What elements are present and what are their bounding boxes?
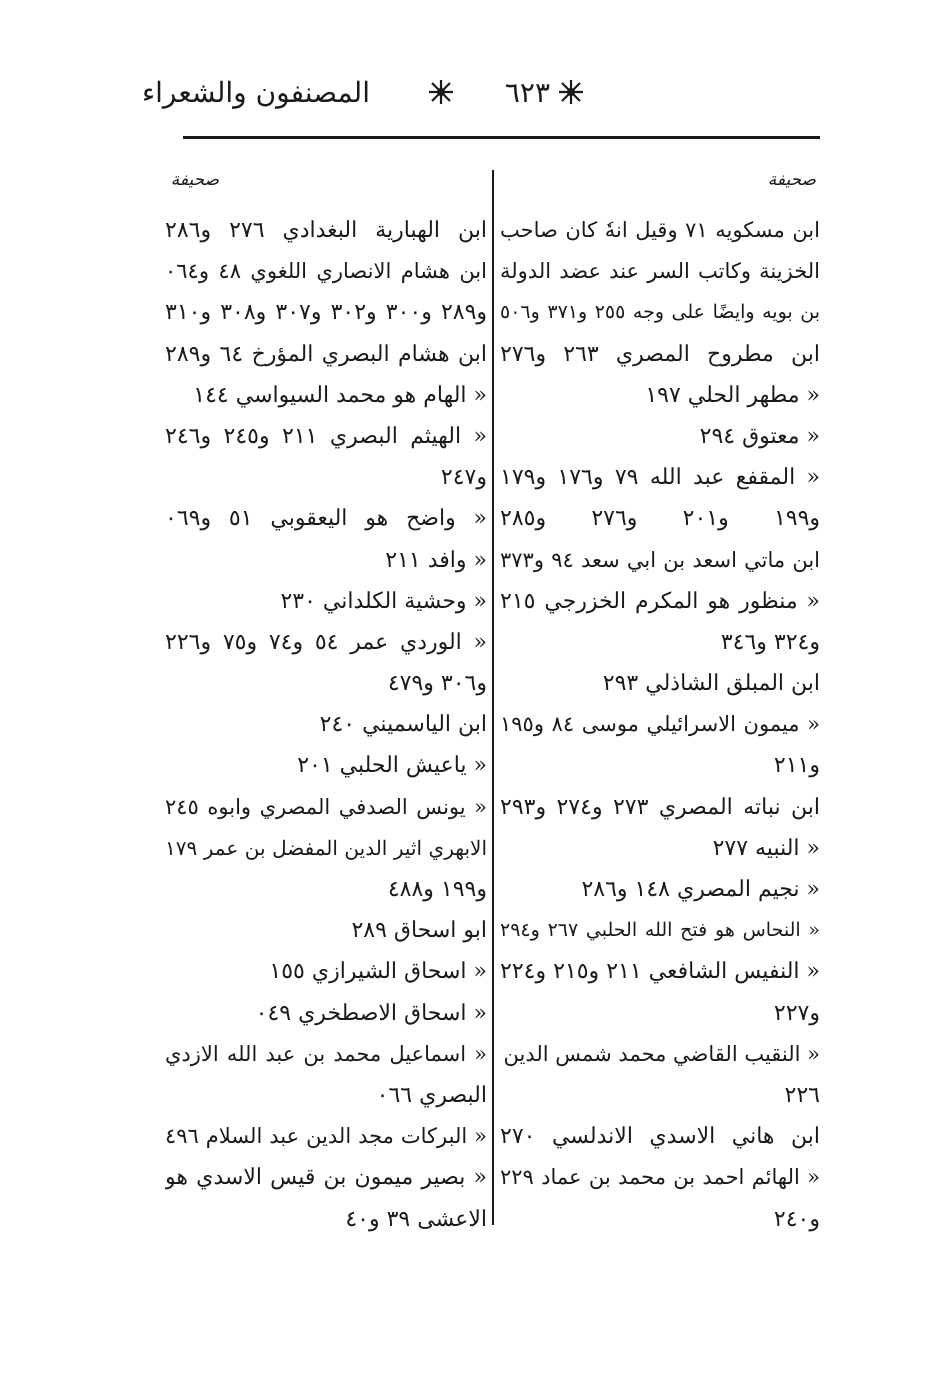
index-line: الابهري اثير الدين المفضل بن عمر ١٧٩ (165, 835, 487, 860)
index-line: « البركات مجد الدين عبد السلام ٤٩٦ (165, 1124, 487, 1149)
column-heading: صحيفة (170, 170, 219, 190)
index-line: و٣٠٦ و٤٧٩ (387, 671, 487, 697)
index-line: « النقيب القاضي محمد شمس الدين (503, 1041, 820, 1066)
star-ornament-icon (557, 78, 585, 106)
index-line: « واضح هو اليعقوبي ٥١ و٠٦٩ (165, 506, 487, 532)
running-title: المصنفون والشعراء (141, 76, 370, 109)
index-line: « منظور هو المكرم الخزرجي ٢١٥ (500, 588, 820, 614)
index-line: و٢٤٠ (773, 1206, 820, 1232)
index-line: « النفيس الشافعي ٢١١ و٢١٥ و٢٢٤ (500, 959, 820, 985)
index-line: « اسحاق الاصطخري ٠٤٩ (255, 1000, 487, 1026)
index-line: ابن هشام الانصاري اللغوي ٤٨ و٠٦٤ (165, 259, 487, 284)
index-line: « ياعيش الحلبي ٢٠١ (297, 753, 487, 779)
index-line: ابن هشام البصري المؤرخ ٦٤ و٢٨٩ (165, 341, 487, 367)
index-line: ابن مطروح المصري ٢٦٣ و٢٧٦ (500, 341, 820, 367)
index-line: و٣٢٤ و٣٤٦ (720, 629, 820, 655)
index-line: ابن ماتي اسعد بن ابي سعد ٩٤ و٣٧٣ (500, 547, 820, 572)
entry-list (165, 210, 487, 1240)
index-line: « ميمون الاسرائيلي موسى ٨٤ و١٩٥ (500, 712, 820, 737)
index-line: و٢٤٧ (440, 465, 487, 491)
index-line: الخزينة وكاتب السر عند عضد الدولة (500, 259, 820, 284)
index-line: ابن مسكويه ٧١ وقيل انهٗ كان صاحب (500, 218, 820, 242)
index-line: « وافد ٢١١ (385, 547, 487, 573)
index-line: بن بويه وايضًا على وجه ٢٥٥ و٣٧١ و٥٠٦ (500, 301, 820, 324)
index-line: و٢٢٧ (773, 1000, 820, 1026)
index-line: ابو اسحاق ٢٨٩ (351, 918, 487, 944)
index-line: « المقفع عبد الله ٧٩ و١٧٦ و١٧٩ (500, 465, 820, 491)
index-line: « النحاس هو فتح الله الحلبي ٢٦٧ و٢٩٤ (500, 919, 820, 942)
index-line: « اسماعيل محمد بن عبد الله الازدي (165, 1041, 487, 1066)
index-line: « الوردي عمر ٥٤ و٧٤ و٧٥ و٢٢٦ (165, 629, 487, 655)
index-line: « الهائم احمد بن محمد بن عماد ٢٢٩ (500, 1165, 820, 1190)
index-line: « مطهر الحلي ١٩٧ (645, 382, 820, 408)
column-divider (492, 170, 494, 1225)
index-column-left (165, 170, 487, 1230)
index-line: ابن هاني الاسدي الاندلسي ٢٧٠ (500, 1124, 820, 1150)
index-line: « وحشية الكلداني ٢٣٠ (280, 588, 487, 614)
page-header (141, 70, 810, 130)
index-line: « معتوق ٢٩٤ (699, 423, 820, 449)
index-line: و٢١١ (773, 753, 820, 779)
index-line: الاعشى ٣٩ و٤٠ (345, 1206, 487, 1232)
index-line: ابن الياسميني ٢٤٠ (319, 712, 487, 738)
index-line: « نجيم المصري ١٤٨ و٢٨٦ (581, 877, 820, 902)
header-rule (183, 136, 820, 139)
index-line: ابن الهبارية البغدادي ٢٧٦ و٢٨٦ (165, 218, 487, 243)
index-column-right (500, 170, 820, 1230)
index-line: « الهام هو محمد السيواسي ١٤٤ (193, 382, 487, 408)
index-line: و١٩٩ و٤٨٨ (387, 877, 487, 902)
index-line: « اسحاق الشيرازي ١٥٥ (269, 959, 487, 985)
index-line: و٢٨٩ و٣٠٠ و٣٠٢ و٣٠٧ و٣٠٨ و٣١٠ (165, 300, 487, 326)
index-line: « الهيثم البصري ٢١١ و٢٤٥ و٢٤٦ (165, 423, 487, 449)
index-line: ابن نباته المصري ٢٧٣ و٢٧٤ و٢٩٣ (500, 794, 820, 820)
index-line: ابن المبلق الشاذلي ٢٩٣ (602, 671, 820, 697)
index-line: و١٩٩ و٢٠١ و٢٧٦ و٢٨٥ (500, 506, 820, 532)
entry-list (500, 210, 820, 1240)
index-line: البصري ٠٦٦ (376, 1082, 487, 1108)
index-line: « النبيه ٢٧٧ (712, 835, 820, 861)
index-line: « يونس الصدفي المصري وابوه ٢٤٥ (165, 794, 487, 819)
column-heading: صحيفة (767, 170, 816, 190)
star-ornament-icon (427, 78, 455, 106)
page-number: ٦٢٣ (504, 76, 550, 109)
index-line: ٢٢٦ (784, 1082, 820, 1108)
index-line: « بصير ميمون بن قيس الاسدي هو (165, 1165, 487, 1191)
